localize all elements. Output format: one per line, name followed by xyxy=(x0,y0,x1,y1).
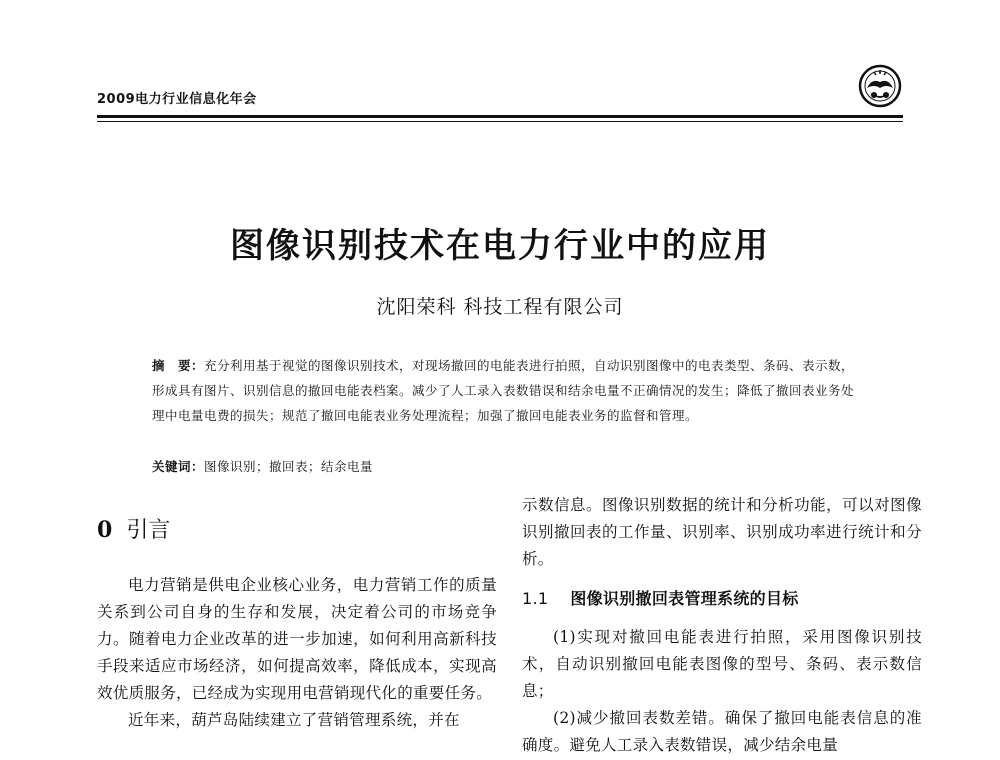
right-column xyxy=(522,492,922,759)
list-item: (1)实现对撤回电能表进行拍照，采用图像识别技术，自动识别撤回电能表图像的型号、条码、表示数信息； xyxy=(522,628,922,700)
list-item: (2)减少撤回表数差错。确保了撤回电能表信息的准确度。避免人工录入表数错误，减少结余电量 xyxy=(522,709,922,754)
paper-title: 图像识别技术在电力行业中的应用 xyxy=(230,226,770,266)
section-number: 0 xyxy=(97,517,113,543)
section-title: 引言 xyxy=(126,518,171,543)
subsection-title: 图像识别撤回表管理系统的目标 xyxy=(570,589,799,608)
abstract-label: 摘 要： xyxy=(152,358,205,373)
section-heading-intro xyxy=(97,513,170,544)
running-header: 2009电力行业信息化年会 xyxy=(97,92,257,107)
author-affiliation: 沈阳荣科 科技工程有限公司 xyxy=(376,296,624,318)
conference-emblem-icon xyxy=(858,64,902,108)
abstract-text: 充分利用基于视觉的图像识别技术，对现场撤回的电能表进行拍照，自动识别图像中的电表类型、条码、表示数，形成具有图片、识别信息的撤回电能表档案。减少了人工录入表数错误和结余电量不正确情况的发生；降低了撤回表业务处理中电量电费的损失；规范了撤回电能表业务处理流程；加强了撤回电能表业务的监督和管理。 xyxy=(152,358,855,423)
left-column xyxy=(97,572,497,734)
keywords xyxy=(152,454,862,479)
subsection-number: 1.1 xyxy=(522,589,549,608)
body-paragraph: 示数信息。图像识别数据的统计和分析功能，可以对图像识别撤回表的工作量、识别率、识别成功率进行统计和分析。 xyxy=(522,496,922,568)
header-rule-thick xyxy=(97,115,903,118)
body-paragraph: 近年来，葫芦岛陆续建立了营销管理系统，并在 xyxy=(128,711,460,729)
subsection-heading xyxy=(522,585,922,612)
keywords-text: 图像识别；撤回表；结余电量 xyxy=(204,459,374,474)
keywords-label: 关键词： xyxy=(152,459,205,474)
body-paragraph: 电力营销是供电企业核心业务，电力营销工作的质量关系到公司自身的生存和发展，决定着公司的市场竞争力。随着电力企业改革的进一步加速，如何利用高新科技手段来适应市场经济，如何提高效率，降低成本，实现高效优质服务，已经成为实现用电营销现代化的重要任务。 xyxy=(97,576,497,702)
abstract xyxy=(152,353,862,428)
header-rule-thin xyxy=(97,121,903,122)
